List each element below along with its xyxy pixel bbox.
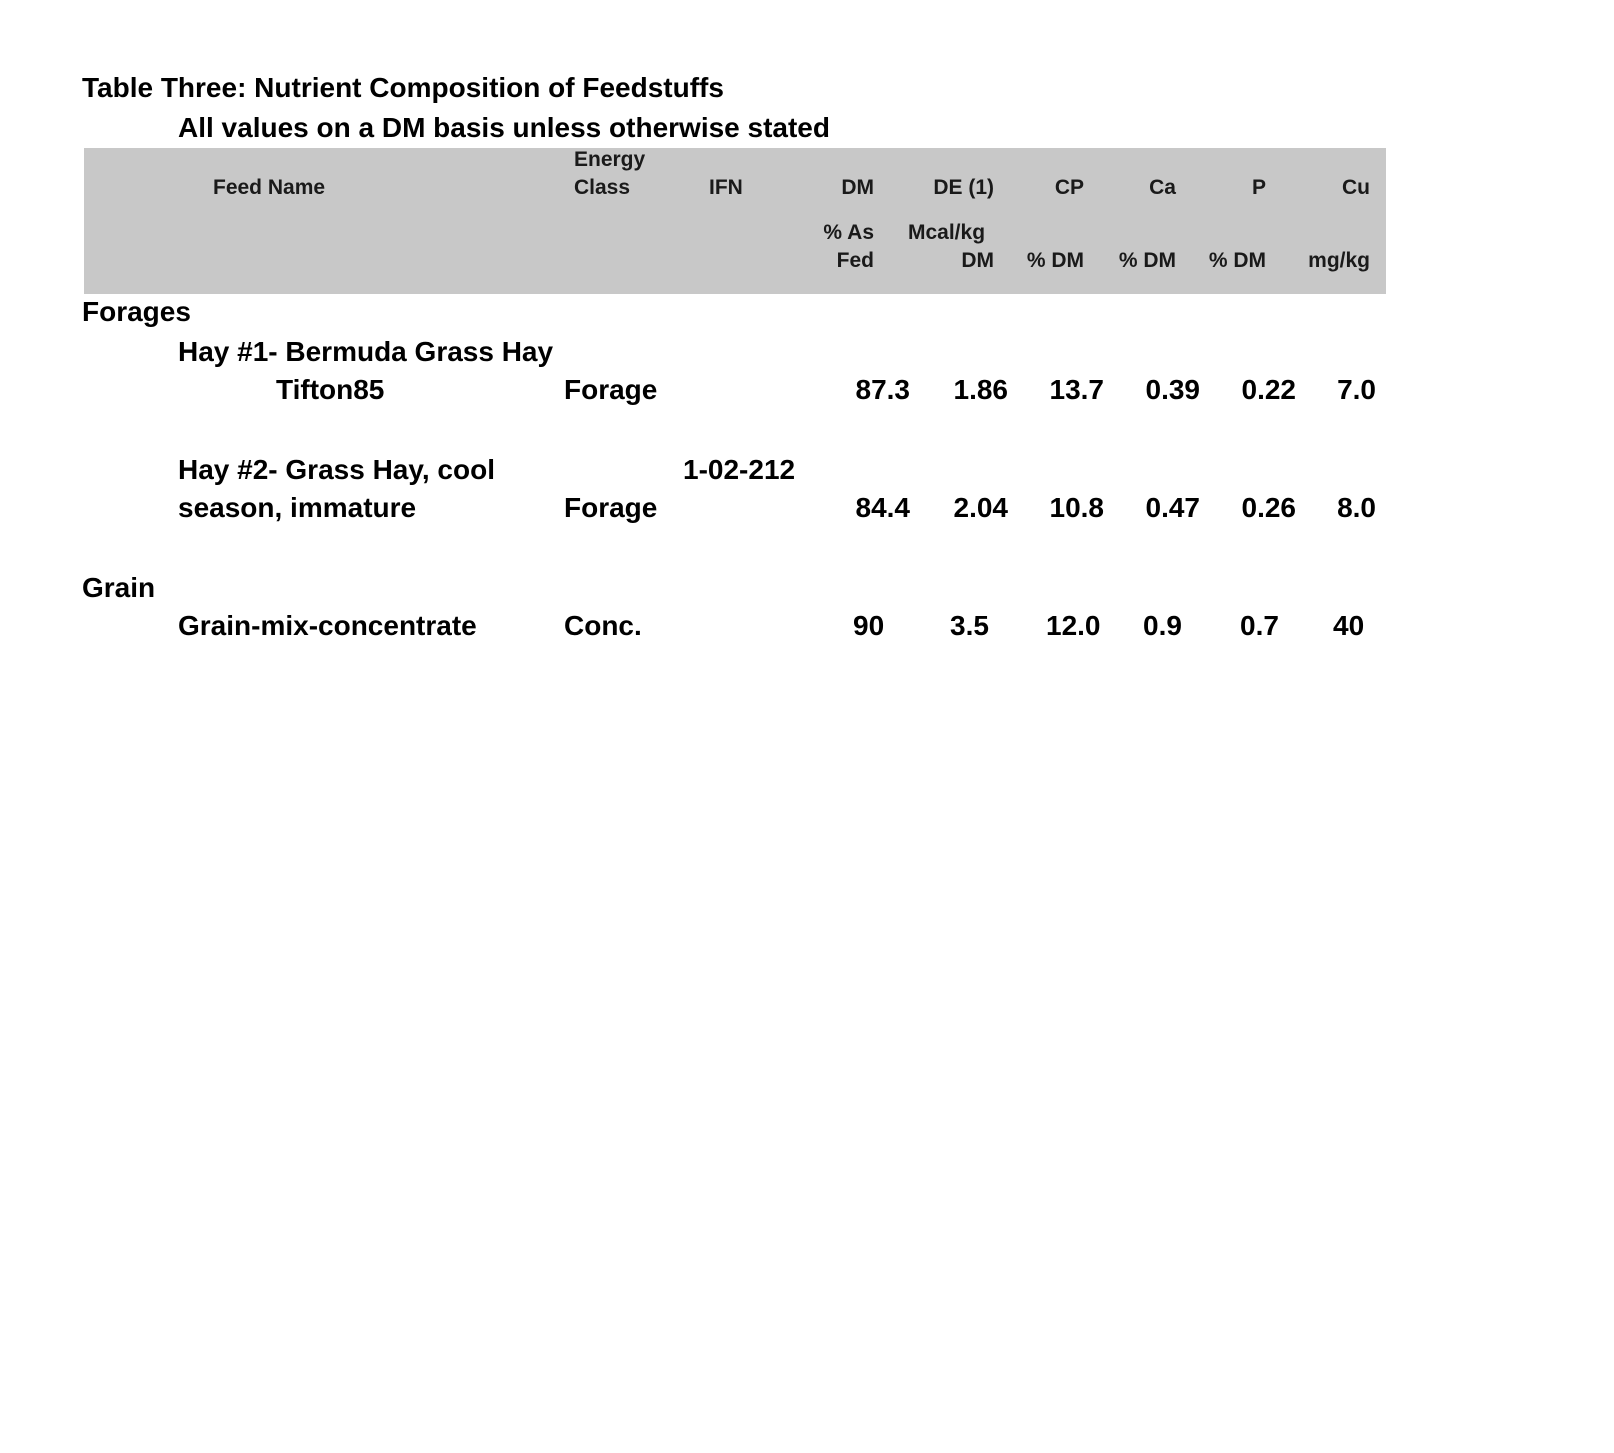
unit-de-line1: Mcal/kg <box>908 221 986 244</box>
header-de: DE (1) <box>933 176 994 199</box>
row1-p: 0.22 <box>1241 374 1296 405</box>
row3-de: 3.5 <box>950 610 989 641</box>
unit-de-line2: DM <box>961 249 994 272</box>
section-grain: Grain <box>82 572 156 603</box>
header-cp: CP <box>1054 176 1084 199</box>
header-energy-class-line2: Class <box>574 176 631 199</box>
row1-cp: 13.7 <box>1049 374 1104 405</box>
row2-name-line1: Hay #2- Grass Hay, cool <box>178 454 495 485</box>
row1-name-line2: Tifton85 <box>276 374 385 405</box>
row1-ca: 0.39 <box>1145 374 1200 405</box>
row3-ca: 0.9 <box>1143 610 1182 641</box>
row3-p: 0.7 <box>1240 610 1279 641</box>
header-ifn: IFN <box>709 176 743 199</box>
row2-ca: 0.47 <box>1145 492 1200 523</box>
row2-cu: 8.0 <box>1337 492 1376 523</box>
row1-cu: 7.0 <box>1337 374 1376 405</box>
unit-dm-line1: % As <box>823 221 874 244</box>
unit-cu: mg/kg <box>1308 249 1370 272</box>
row2-de: 2.04 <box>953 492 1008 523</box>
row1-de: 1.86 <box>953 374 1008 405</box>
row2-dm: 84.4 <box>855 492 910 523</box>
row3-name: Grain-mix-concentrate <box>178 610 477 641</box>
row1-energy-class: Forage <box>564 374 658 405</box>
unit-ca: % DM <box>1118 249 1176 272</box>
row3-dm: 90 <box>853 610 885 641</box>
unit-p: % DM <box>1208 249 1266 272</box>
row1-dm: 87.3 <box>855 374 910 405</box>
row2-ifn: 1-02-212 <box>683 454 796 485</box>
header-feed-name: Feed Name <box>213 176 326 199</box>
row3-cu: 40 <box>1333 610 1365 641</box>
row2-p: 0.26 <box>1241 492 1296 523</box>
section-forages: Forages <box>82 296 191 327</box>
header-energy-class-line1: Energy <box>574 148 646 171</box>
row1-name-line1: Hay #1- Bermuda Grass Hay <box>178 336 554 367</box>
row2-energy-class: Forage <box>564 492 658 523</box>
row3-cp: 12.0 <box>1046 610 1101 641</box>
header-dm: DM <box>841 176 874 199</box>
table-subtitle: All values on a DM basis unless otherwise stated <box>178 112 830 143</box>
header-p: P <box>1251 176 1266 199</box>
row2-cp: 10.8 <box>1049 492 1104 523</box>
table-title: Table Three: Nutrient Composition of Feedstuffs <box>82 72 724 103</box>
header-ca: Ca <box>1149 176 1176 199</box>
header-cu: Cu <box>1342 176 1370 199</box>
row2-name-line2: season, immature <box>178 492 417 523</box>
row3-energy-class: Conc. <box>564 610 642 641</box>
unit-cp: % DM <box>1026 249 1084 272</box>
unit-dm-line2: Fed <box>836 249 874 272</box>
